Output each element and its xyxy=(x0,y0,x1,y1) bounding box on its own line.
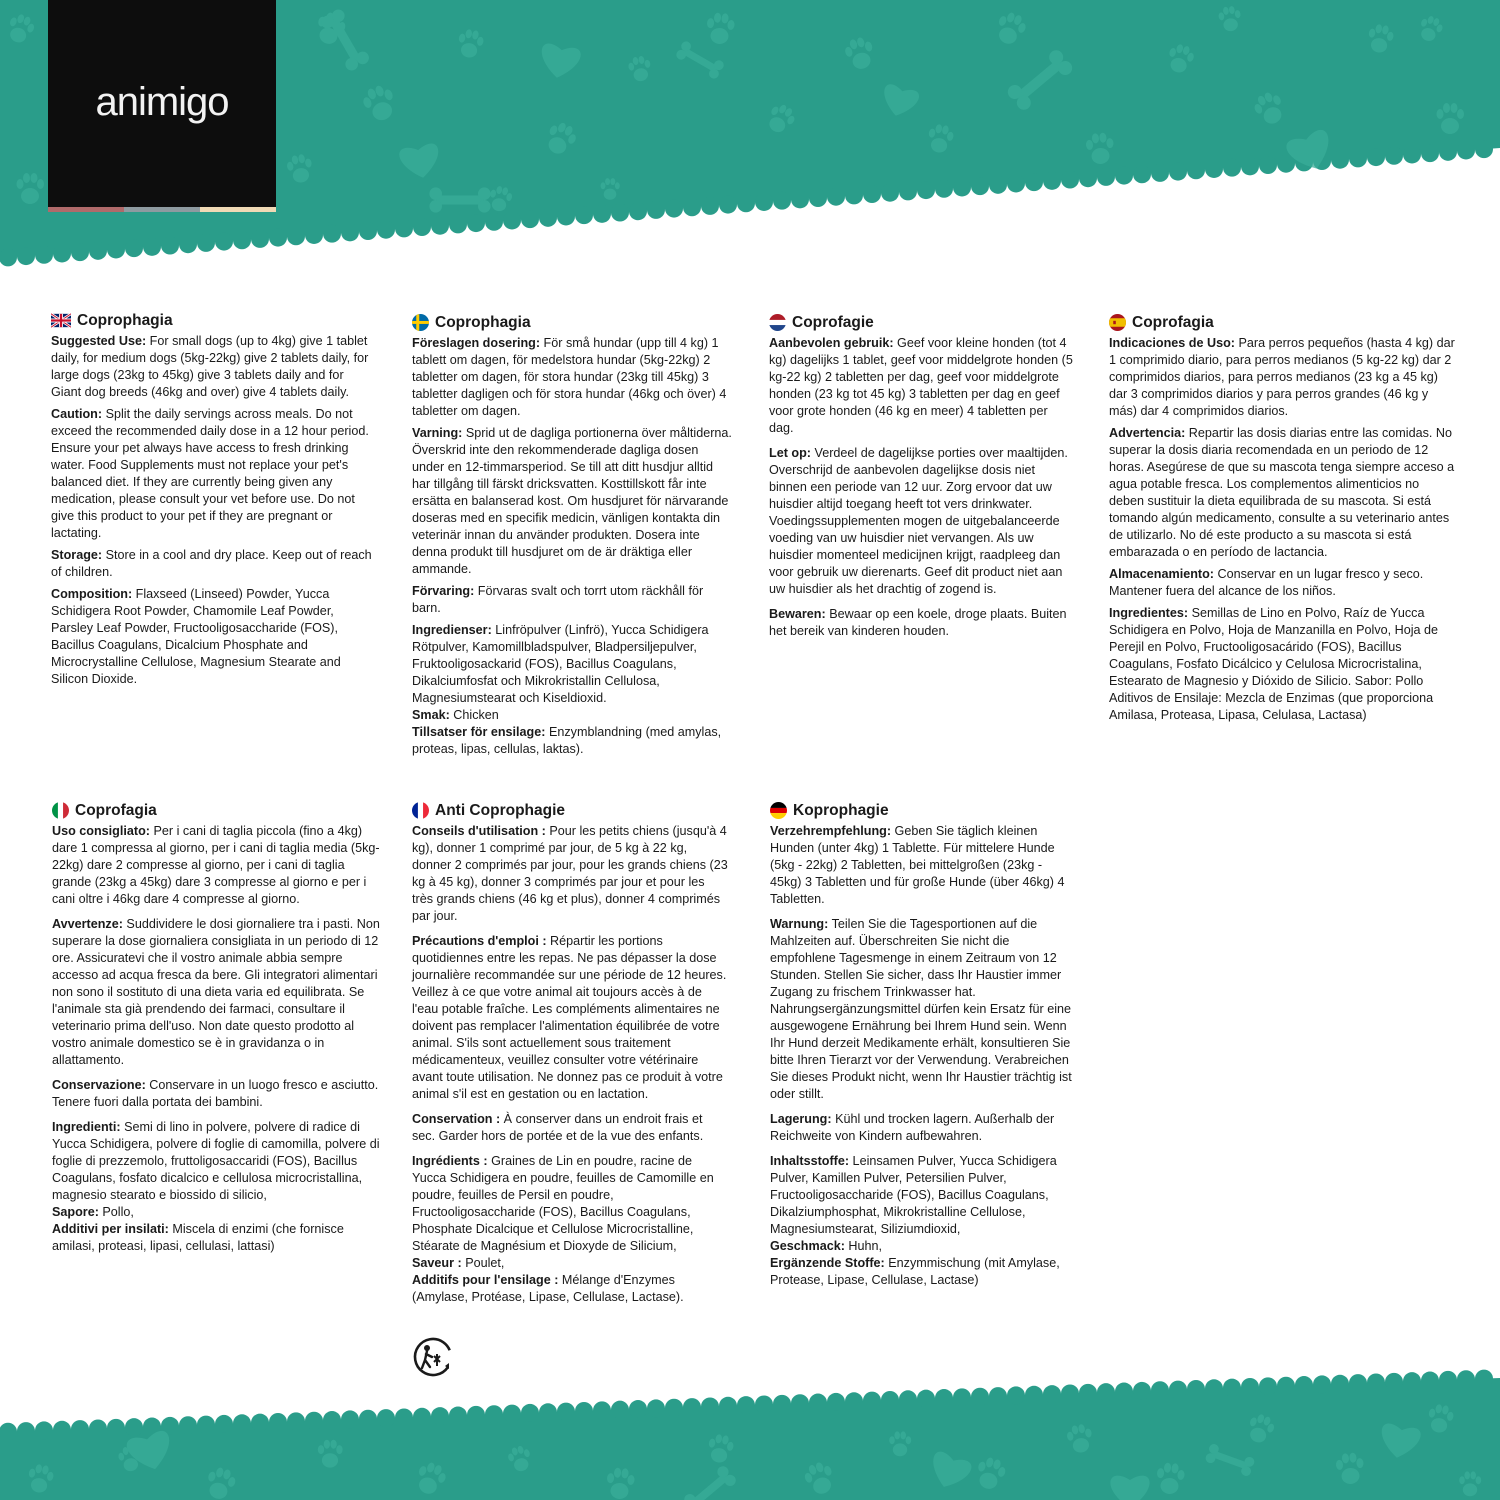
spain-flag-icon xyxy=(1109,314,1126,331)
section-paragraph: Ingredienti: Semi di lino in polvere, polvere di radice di Yucca Schidigera, polvere di foglie di camomilla, polvere di foglie di prezzemolo, fruttoligosaccaridi (FOS), Bacillus Coagulans, fosfato dicalcico e cellulosa microcristallina, magnesio stearato e biossido di silicio, xyxy=(52,1120,380,1202)
section-paragraph: Varning: Sprid ut de dagliga portionerna över måltiderna. Överskrid inte den rekommenderade dagliga dosen under en 12-timmarsperiod. Se till att ditt husdjur alltid har tillgång till färskt dricksvatten. Kosttillskott får inte ersätta en balanserad kost. Om husdjuret för närvarande doseras med en specifik medicin, vänligen kontakta din veterinär innan du använder produkten. Dosera inte denna produkt till husdjuret om de är dräktiga eller ammande. xyxy=(412,426,732,576)
section-swedish xyxy=(412,314,732,758)
section-paragraph: Précautions d'emploi : Répartir les portions quotidiennes entre les repas. Ne pas dépasser la dose journalière recommandée sur une période de 12 heures. Veillez à ce que votre animal ait toujours accès à de l'eau potable fraîche. Les compléments alimentaires ne doivent pas remplacer l'alimentation équilibrée de votre animal. S'ils sont actuellement sous traitement médicamenteux, veuillez consulter votre vétérinaire avant toute utilisation. Ne donnez pas ce produit à votre animal s'il est en gestation ou en lactation. xyxy=(412,934,727,1101)
italy-flag-icon xyxy=(52,802,69,819)
section-french xyxy=(412,802,728,1306)
section-title: Coprofagia xyxy=(1109,314,1455,331)
triman-recycling-icon xyxy=(412,1336,454,1378)
section-title: Coprophagia xyxy=(412,314,732,331)
section-paragraph: Tillsatser för ensilage: Enzymblandning (med amylas, proteas, lipas, cellulas, laktas). xyxy=(412,725,722,756)
section-title: Anti Coprophagie xyxy=(412,802,728,819)
section-paragraph: Ingredienser: Linfröpulver (Linfrö), Yucca Schidigera Rötpulver, Kamomillbladspulver, Bladpersiljepulver, Fruktooligosackarid (FOS), Bacillus Coagulans, Dikalciumfosfat och Mikrokristallin Cellulosa, Magnesiumstearat och Kiseldioxid. xyxy=(412,623,709,705)
section-german xyxy=(770,802,1076,1289)
section-paragraph: Suggested Use: For small dogs (up to 4kg) give 1 tablet daily, for medium dogs (5kg-22kg) give 2 tablets daily, for large dogs (23kg to 45kg) give 3 tablets daily and for Giant dog breeds (46kg and over) give 4 tablets daily. xyxy=(51,334,369,399)
section-paragraph: Advertencia: Repartir las dosis diarias entre las comidas. No superar la dosis diaria recomendada en un periodo de 12 horas. Asegúrese de que su mascota tenga siempre acceso a agua potable fresca. Los complementos alimenticios no deben sustituir la dieta equilibrada de su mascota. Si está tomando algún medicamento, consulte a su veterinario antes de utilizarlo. No dé este producto a su mascota si está embarazada o en período de lactancia. xyxy=(1109,426,1455,559)
sweden-flag-icon xyxy=(412,314,429,331)
section-title: Koprophagie xyxy=(770,802,1076,819)
section-paragraph: Indicaciones de Uso: Para perros pequeños (hasta 4 kg) dar 1 comprimido diario, para perros medianos (5 kg-22 kg) dar 2 comprimidos diarios, para perros medianos (23 kg a 45 kg) dar 3 comprimidos diarios y para perros grandes (46 kg y más) dar 4 comprimidos diarios. xyxy=(1109,336,1455,418)
section-paragraph: Additivi per insilati: Miscela di enzimi (che fornisce amilasi, proteasi, lipasi, cellulasi, lattasi) xyxy=(52,1222,344,1253)
section-paragraph: Bewaren: Bewaar op een koele, droge plaats. Buiten het bereik van kinderen houden. xyxy=(769,607,1067,638)
section-paragraph: Förvaring: Förvaras svalt och torrt utom räckhåll för barn. xyxy=(412,584,704,615)
section-paragraph: Inhaltsstoffe: Leinsamen Pulver, Yucca Schidigera Pulver, Kamillen Pulver, Petersilien Pulver, Fructooligosaccharide (FOS), Bacillus Coagulans, Dikalziumphosphat, Mikrokristalline Cellulose, Magnesiumstearat, Siliziumdioxid, xyxy=(770,1154,1057,1236)
logo-wordmark: animigo xyxy=(95,80,229,124)
section-paragraph: Caution: Split the daily servings across meals. Do not exceed the recommended daily dose in a 12 hour period. Ensure your pet always have access to fresh drinking water. Food Supplements must not replace your pet's balanced diet. If they are currently being given any medication, please consult your vet before use. Do not give this product to your pet if they are pregnant or lactating. xyxy=(51,407,369,540)
section-paragraph: Conservation : À conserver dans un endroit frais et sec. Garder hors de portée et de la vue des enfants. xyxy=(412,1112,704,1143)
section-paragraph: Sapore: Pollo, xyxy=(52,1205,134,1219)
germany-flag-icon xyxy=(770,802,787,819)
section-paragraph: Additifs pour l'ensilage : Mélange d'Enzymes (Amylase, Protéase, Lipase, Cellulase, Lactase). xyxy=(412,1273,684,1304)
section-paragraph: Let op: Verdeel de dagelijkse porties over maaltijden. Overschrijd de aanbevolen dagelijkse dosis niet binnen een periode van 12 uur. Zorg ervoor dat uw huisdier altijd toegang heeft tot vers drinkwater. Voedingssupplementen mogen de uitgebalanceerde voeding van uw huisdier niet vervangen. Als uw huisdier momenteel medicijnen krijgt, raadpleeg dan voor gebruik uw dierenarts. Geef dit product niet aan uw huisdier als het drachtig of zogend is. xyxy=(769,446,1068,596)
uk-flag-icon xyxy=(51,313,71,328)
section-paragraph: Geschmack: Huhn, xyxy=(770,1239,883,1253)
section-paragraph: Aanbevolen gebruik: Geef voor kleine honden (tot 4 kg) dagelijks 1 tablet, geef voor middelgrote honden (5 kg-22 kg) 2 tabletten per dag, geef voor middelgrote honden (23 kg tot 45 kg) 3 tabletten per dag en geef voor grote honden (46 kg en meer) 4 tabletten per dag. xyxy=(769,336,1073,435)
section-paragraph: Lagerung: Kühl und trocken lagern. Außerhalb der Reichweite von Kindern aufbewahren. xyxy=(770,1112,1055,1143)
section-italian xyxy=(52,802,380,1255)
brand-logo xyxy=(48,0,276,212)
section-title: Coprophagia xyxy=(51,312,377,329)
section-dutch xyxy=(769,314,1073,645)
netherlands-flag-icon xyxy=(769,314,786,331)
section-paragraph: Conservazione: Conservare in un luogo fresco e asciutto. Tenere fuori dalla portata dei bambini. xyxy=(52,1078,379,1109)
section-spanish xyxy=(1109,314,1455,729)
section-title: Coprofagia xyxy=(52,802,380,819)
section-paragraph: Ergänzende Stoffe: Enzymmischung (mit Amylase, Protease, Lipase, Cellulase, Lactase) xyxy=(770,1256,1060,1287)
section-paragraph: Storage: Store in a cool and dry place. Keep out of reach of children. xyxy=(51,548,372,579)
logo-color-stripe xyxy=(48,207,276,212)
section-paragraph: Almacenamiento: Conservar en un lugar fresco y seco. Mantener fuera del alcance de los niños. xyxy=(1109,567,1424,598)
section-english xyxy=(51,312,377,693)
section-paragraph: Ingrédients : Graines de Lin en poudre, racine de Yucca Schidigera en poudre, feuilles de Camomille en poudre, feuilles de Persil en poudre, Fructooligosaccharide (FOS), Bacillus Coagulans, Phosphate Dicalcique et Cellulose Microcristalline, Stéarate de Magnésium et Dioxyde de Silicium, xyxy=(412,1154,714,1253)
section-paragraph: Warnung: Teilen Sie die Tagesportionen auf die Mahlzeiten auf. Überschreiten Sie nicht die empfohlene Tagesmenge in einem Zeitraum von 12 Stunden. Stellen Sie sicher, dass Ihr Haustier immer Zugang zu frischem Trinkwasser hat. Nahrungsergänzungsmittel dürfen kein Ersatz für eine ausgewogene Ernährung bei Ihrem Hund sein. Wenn Ihr Hund derzeit Medikamente erhält, konsultieren Sie bitte Ihren Tierarzt vor der Verwendung. Verabreichen Sie dieses Produkt nicht, wenn Ihr Haustier trächtig ist oder stillt. xyxy=(770,917,1072,1101)
section-paragraph: Saveur : Poulet, xyxy=(412,1256,505,1270)
section-paragraph: Verzehrempfehlung: Geben Sie täglich kleinen Hunden (unter 4kg) 1 Tablette. Für mittelere Hunde (5kg - 22kg) 2 Tabletten, bei mittelgroßen (23kg - 45kg) 3 Tabletten und für große Hunde (über 46kg) 4 Tabletten. xyxy=(770,824,1065,906)
section-paragraph: Smak: Chicken xyxy=(412,708,499,722)
section-paragraph: Conseils d'utilisation : Pour les petits chiens (jusqu'à 4 kg), donner 1 comprimé par jour, de 5 kg à 22 kg, donner 2 comprimés par jour, pour les grands chiens (23 kg à 45 kg), donner 3 comprimés par jour et pour les très grands chiens (46 kg et plus), donner 4 comprimés par jour. xyxy=(412,824,728,923)
section-paragraph: Uso consigliato: Per i cani di taglia piccola (fino a 4kg) dare 1 compressa al giorno, per i cani di taglia media (5kg-22kg) dare 2 compresse al giorno, per i cani di taglia grande (23kg a 45kg) dare 3 compresse al giorno e per i cani oltre i 46kg dare 4 compresse al giorno. xyxy=(52,824,380,906)
section-paragraph: Composition: Flaxseed (Linseed) Powder, Yucca Schidigera Root Powder, Chamomile Leaf Powder, Parsley Leaf Powder, Fructooligosaccharide (FOS), Bacillus Coagulans, Dicalcium Phosphate and Microcrystalline Cellulose, Magnesium Stearate and Silicon Dioxide. xyxy=(51,587,341,686)
section-title: Coprofagie xyxy=(769,314,1073,331)
section-paragraph: Avvertenze: Suddividere le dosi giornaliere tra i pasti. Non superare la dose giornaliera consigliata in un periodo di 12 ore. Assicuratevi che il vostro animale abbia sempre accesso ad acqua fresca da bere. Gli integratori alimentari non sono il sostituto di una dieta varia ed equilibrata. Se l'animale sta già prendendo dei farmaci, consultare il veterinario prima dell'uso. Non date questo prodotto al vostro animale domestico se è in gravidanza o in allattamento. xyxy=(52,917,380,1067)
section-paragraph: Föreslagen dosering: För små hundar (upp till 4 kg) 1 tablett om dagen, för medelstora hundar (5kg-22kg) 2 tabletter om dagen, för stora hundar (23kg till 45kg) 3 tabletter dagligen och för stora hundar (46kg och över) 4 tabletter om dagen. xyxy=(412,336,727,418)
section-paragraph: Ingredientes: Semillas de Lino en Polvo, Raíz de Yucca Schidigera en Polvo, Hoja de Manzanilla en Polvo, Hoja de Perejil en Polvo, Fructooligosacárido (FOS), Bacillus Coagulans, Fosfato Dicálcico y Celulosa Microcristalina, Estearato de Magnesio y Dióxido de Silicio. Sabor: Pollo Aditivos de Ensilaje: Mezcla de Enzimas (que proporciona Amilasa, Proteasa, Lipasa, Celulasa, Lactasa) xyxy=(1109,606,1439,722)
france-flag-icon xyxy=(412,802,429,819)
